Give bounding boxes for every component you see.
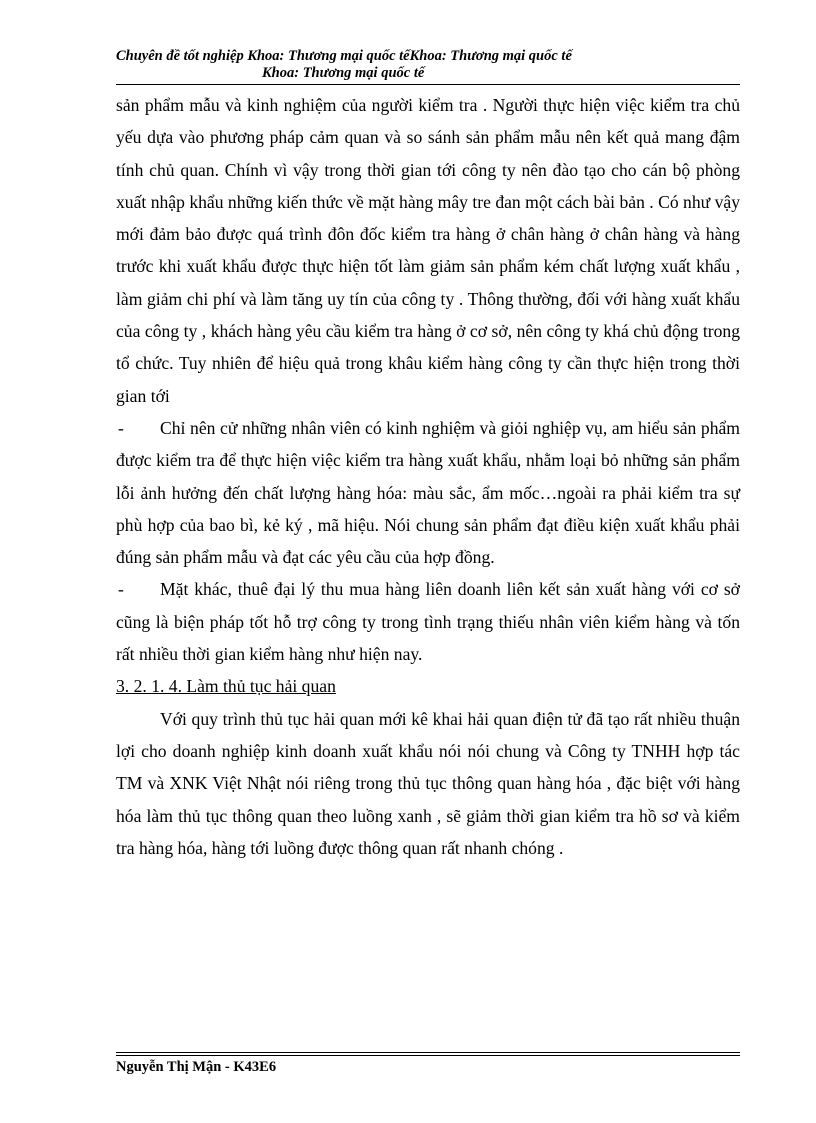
bullet-item-1 xyxy=(116,412,740,573)
header-title-line1: Chuyên đề tốt nghiệp Khoa: Thương mại quốc tếKhoa: Thương mại quốc tế xyxy=(116,48,572,64)
bullet-item-text: Chỉ nên cử những nhân viên có kinh nghiệm và giỏi nghiệp vụ, am hiểu sản phẩm được kiểm tra để thực hiện việc kiểm tra hàng xuất khẩu, nhằm loại bỏ những sản phẩm lỗi ảnh hưởng đến chất lượng hàng hóa: màu sắc, ẩm mốc…ngoài ra phải kiểm tra sự phù hợp của bao bì, kẻ ký , mã hiệu. Nói chung sản phẩm đạt điều kiện xuất khẩu phải đúng sản phẩm mẫu và đạt các yêu cầu của hợp đồng. xyxy=(116,417,740,568)
paragraph-continuation: sản phẩm mẫu và kinh nghiệm của người kiểm tra . Người thực hiện việc kiểm tra chủ yếu dựa vào phương pháp cảm quan và so sánh sản phẩm mẫu nên kết quả mang đậm tính chủ quan. Chính vì vậy trong thời gian tới công ty nên đào tạo cho cán bộ phòng xuất nhập khẩu những kiến thức về mặt hàng mây tre đan một cách bài bản . Có như vậy mới đảm bảo được quá trình đôn đốc kiểm tra hàng ở chân hàng ở chân hàng và hàng trước khi xuất khẩu được thực hiện tốt làm giảm sản phẩm kém chất lượng xuất khẩu , làm giảm chi phí và làm tăng uy tín của công ty . Thông thường, đối với hàng xuất khẩu của công ty , khách hàng yêu cầu kiểm tra hàng ở cơ sở, nên công ty khá chủ động trong tổ chức. Tuy nhiên để hiệu quả trong khâu kiểm hàng công ty cần thực hiện trong thời gian tới xyxy=(116,95,740,406)
footer-rule xyxy=(116,1052,740,1053)
paragraph-customs: Với quy trình thủ tục hải quan mới kê khai hải quan điện tử đã tạo rất nhiều thuận lợi cho doanh nghiệp kinh doanh xuất khẩu nói nói chung và Công ty TNHH hợp tác TM và XNK Việt Nhật nói riêng trong thủ tục thông quan hàng hóa , đặc biệt với hàng hóa làm thủ tục thông quan theo luồng xanh , sẽ giảm thời gian kiểm tra hồ sơ và kiểm tra hàng hóa, hàng tới luồng được thông quan rất nhanh chóng . xyxy=(116,708,740,858)
bullet-item-text: Mặt khác, thuê đại lý thu mua hàng liên doanh liên kết sản xuất hàng với cơ sở cũng là biện pháp tốt hỗ trợ công ty trong tình trạng thiếu nhân viên kiểm hàng và tốn rất nhiều thời gian kiểm hàng như hiện nay. xyxy=(116,579,740,665)
bullet-dash: - xyxy=(118,417,124,438)
body-text xyxy=(116,89,740,864)
footer-rule xyxy=(116,1055,740,1056)
page-header xyxy=(116,48,740,86)
page-footer-author: Nguyễn Thị Mận - K43E6 xyxy=(116,1059,277,1075)
section-heading-paragraph xyxy=(116,670,740,702)
bullet-item-2 xyxy=(116,573,740,670)
header-rule xyxy=(116,84,740,85)
section-heading: 3. 2. 1. 4. Làm thủ tục hải quan xyxy=(116,676,336,697)
header-title-line2: Khoa: Thương mại quốc tế xyxy=(262,65,425,81)
bullet-dash: - xyxy=(118,579,124,600)
